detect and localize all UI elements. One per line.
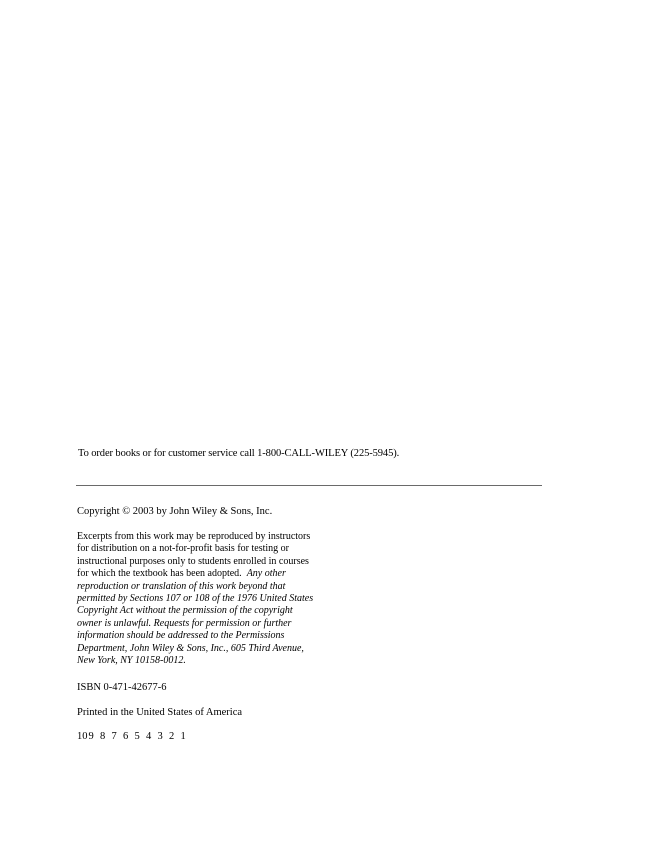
printing-number: 1: [180, 731, 186, 742]
excerpt-line: for distribution on a not-for-profit basis for testing or: [77, 543, 289, 555]
printing-number: 7: [111, 731, 117, 742]
printing-number: 3: [157, 731, 163, 742]
excerpt-line-with-italic: [77, 568, 337, 580]
printing-number: 9: [88, 731, 94, 742]
printing-number: 10: [77, 731, 88, 742]
horizontal-divider: [76, 485, 542, 486]
order-info-text: To order books or for customer service call 1-800-CALL-WILEY (225-5945).: [78, 448, 400, 459]
printing-number-line: [77, 731, 192, 742]
excerpt-italic-lead: Any other: [246, 568, 286, 580]
excerpt-italic-line: New York, NY 10158-0012.: [77, 655, 186, 667]
printing-number: 8: [100, 731, 106, 742]
excerpt-italic-line: reproduction or translation of this work beyond that: [77, 580, 286, 592]
excerpt-line-text: for which the textbook has been adopted.: [77, 568, 242, 580]
copyright-notice: Copyright © 2003 by John Wiley & Sons, Inc.: [77, 506, 273, 517]
isbn-number: ISBN 0-471-42677-6: [77, 682, 167, 693]
excerpt-line: instructional purposes only to students enrolled in courses: [77, 555, 309, 567]
excerpt-italic-line: information should be addressed to the Permissions: [77, 630, 285, 642]
excerpt-italic-line: owner is unlawful. Requests for permission or further: [77, 617, 292, 629]
excerpt-line: Excerpts from this work may be reproduced by instructors: [77, 531, 311, 542]
printing-number: 6: [123, 731, 129, 742]
excerpt-italic-line: Copyright Act without the permission of the copyright: [77, 605, 293, 617]
excerpt-italic-line: permitted by Sections 107 or 108 of the 1976 United States: [77, 593, 314, 605]
printing-number: 5: [134, 731, 140, 742]
excerpt-italic-line: Department, John Wiley & Sons, Inc., 605 Third Avenue,: [77, 642, 304, 654]
reproduction-notice: [77, 531, 337, 667]
printing-number: 2: [169, 731, 175, 742]
printed-in-notice: Printed in the United States of America: [77, 707, 243, 718]
printing-number: 4: [146, 731, 152, 742]
